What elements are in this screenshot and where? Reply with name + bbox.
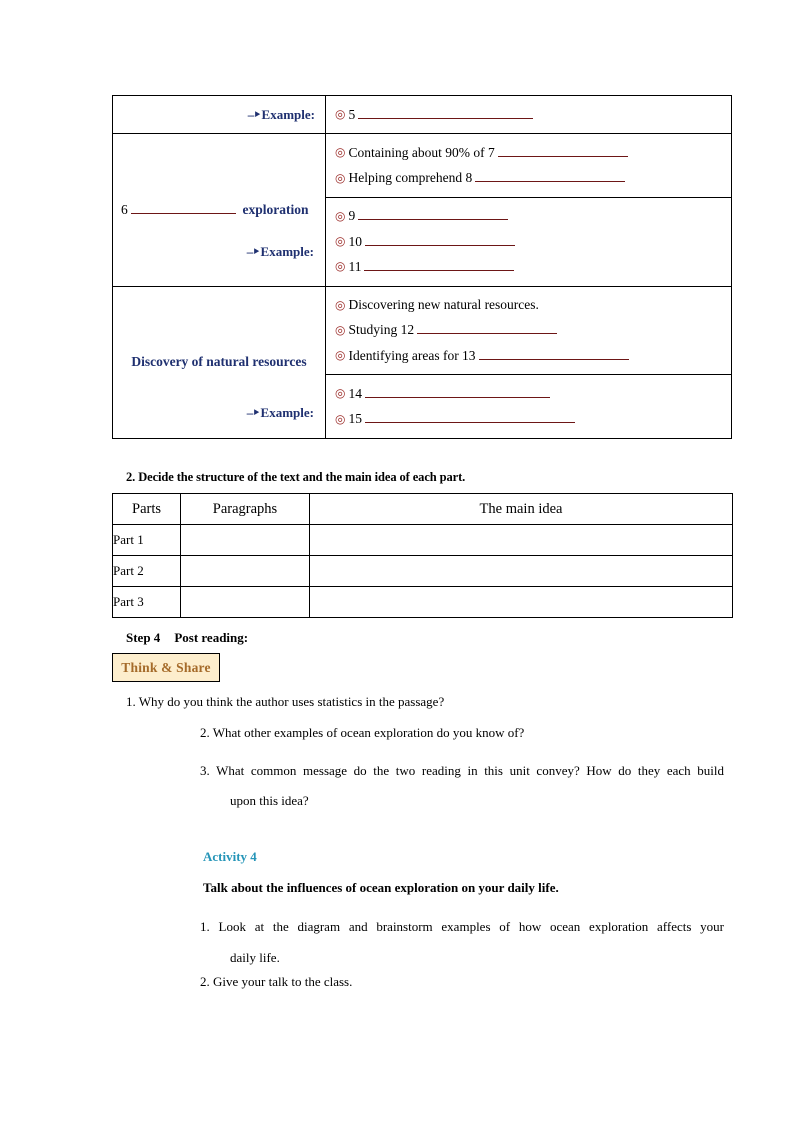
column-header-main-idea: The main idea	[310, 494, 733, 525]
example-label: Example:	[260, 405, 314, 420]
target-circle-icon: ◎	[335, 145, 346, 160]
activity-4-title: Activity 4	[203, 849, 257, 864]
main-idea-input-cell[interactable]	[310, 525, 733, 556]
bullet-group	[326, 375, 731, 438]
example-label: Example:	[261, 106, 315, 122]
think-and-share-box[interactable]	[112, 653, 220, 682]
blank-number: 10	[348, 233, 362, 249]
paragraphs-input-cell[interactable]	[181, 556, 310, 587]
fill-in-blank[interactable]	[358, 207, 508, 220]
example-marker	[247, 244, 314, 259]
bullet-item	[335, 318, 723, 343]
target-circle-icon: ◎	[335, 386, 346, 401]
blank-number: 15	[348, 411, 362, 426]
part-label: Part 3	[113, 587, 181, 618]
activity-4-item-1	[200, 911, 724, 973]
post-reading-question-3	[200, 756, 724, 816]
notes-left-cell	[113, 96, 326, 134]
category-label: Discovery of natural resources	[131, 354, 307, 370]
notes-left-cell	[113, 134, 326, 286]
fill-in-blank[interactable]	[498, 144, 628, 157]
fill-in-blank[interactable]	[364, 258, 514, 271]
fill-in-blank[interactable]	[365, 233, 515, 246]
step-title: Post reading:	[174, 630, 249, 645]
bullet-item	[335, 140, 723, 165]
bullet-text: Studying 12	[348, 322, 415, 338]
category-label: exploration	[242, 202, 309, 218]
arrow-icon: –‣	[246, 244, 260, 259]
bullet-item	[335, 407, 723, 432]
bullet-text: Discovering new natural resources.	[348, 297, 539, 312]
table-row	[113, 96, 732, 134]
fill-in-blank[interactable]	[479, 347, 629, 360]
table-header-row	[113, 494, 733, 525]
blank-number: 5	[348, 106, 356, 122]
bullet-item	[335, 254, 723, 279]
table-row	[113, 286, 732, 375]
question-line: 3. What common message do the two reading in this unit convey? How do they each build	[200, 763, 724, 778]
fill-in-blank[interactable]	[475, 169, 625, 182]
bullet-item	[335, 229, 723, 254]
fill-in-blank[interactable]	[365, 410, 575, 423]
notes-outline-table	[112, 95, 732, 439]
activity-4-heading: Talk about the influences of ocean exploration on your daily life.	[203, 880, 559, 895]
example-marker	[248, 107, 315, 122]
item-line: daily life.	[230, 950, 280, 965]
bullet-group	[326, 287, 731, 375]
bullet-item	[335, 166, 723, 191]
fill-in-blank[interactable]	[358, 106, 533, 119]
target-circle-icon: ◎	[335, 297, 346, 312]
target-circle-icon: ◎	[335, 348, 346, 362]
activity-4-item-2: 2. Give your talk to the class.	[200, 974, 353, 989]
part-label: Part 1	[113, 525, 181, 556]
bullet-group	[326, 198, 731, 286]
item-line: 1. Look at the diagram and brainstorm examples of how ocean exploration affects your	[200, 919, 724, 934]
example-label-cell	[112, 243, 324, 261]
bullet-item	[335, 204, 723, 229]
arrow-icon: –‣	[247, 106, 261, 122]
main-idea-input-cell[interactable]	[310, 587, 733, 618]
example-label: Example:	[260, 244, 314, 259]
category-label-cell	[113, 345, 325, 379]
think-and-share-label: Think & Share	[121, 659, 211, 675]
example-label-cell	[112, 404, 324, 422]
part-label: Part 2	[113, 556, 181, 587]
blank-number: 9	[348, 208, 356, 224]
blank-number: 14	[348, 385, 362, 401]
notes-right-cell	[326, 197, 732, 286]
notes-right-cell	[326, 286, 732, 375]
bullet-item	[335, 102, 723, 127]
decide-structure-heading: 2. Decide the structure of the text and the main idea of each part.	[126, 470, 466, 484]
bullet-item	[335, 381, 723, 406]
target-circle-icon: ◎	[335, 411, 346, 426]
bullet-item	[335, 293, 723, 318]
notes-right-cell	[326, 134, 732, 198]
bullet-text: Containing about 90% of 7	[348, 144, 495, 160]
bullet-group	[326, 96, 731, 133]
target-circle-icon: ◎	[335, 208, 346, 223]
example-label-cell	[113, 98, 325, 132]
target-circle-icon: ◎	[335, 234, 346, 248]
step-4-heading	[126, 630, 248, 646]
example-marker	[247, 405, 314, 420]
parts-main-idea-table	[112, 493, 733, 618]
post-reading-question-1: 1. Why do you think the author uses statistics in the passage?	[126, 694, 445, 709]
fill-in-blank[interactable]	[131, 201, 236, 214]
step-label: Step 4	[126, 630, 161, 645]
main-idea-input-cell[interactable]	[310, 556, 733, 587]
fill-in-blank[interactable]	[365, 385, 550, 398]
bullet-group	[326, 134, 731, 197]
target-circle-icon: ◎	[335, 259, 346, 274]
fill-in-blank[interactable]	[417, 321, 557, 334]
bullet-item	[335, 343, 723, 368]
question-line: upon this idea?	[230, 793, 309, 808]
bullet-text: Helping comprehend 8	[348, 170, 473, 185]
blank-number: 6	[121, 202, 128, 218]
target-circle-icon: ◎	[335, 107, 346, 121]
arrow-icon: –‣	[246, 405, 260, 420]
post-reading-question-2: 2. What other examples of ocean exploration do you know of?	[200, 725, 525, 740]
target-circle-icon: ◎	[335, 322, 346, 337]
column-header-paragraphs: Paragraphs	[181, 494, 310, 525]
target-circle-icon: ◎	[335, 170, 346, 185]
blank-label-cell	[113, 193, 325, 227]
table-row	[113, 525, 733, 556]
notes-right-cell	[326, 96, 732, 134]
paragraphs-input-cell[interactable]	[181, 525, 310, 556]
table-row	[113, 134, 732, 198]
blank-number: 11	[348, 258, 362, 274]
notes-right-cell	[326, 375, 732, 439]
table-row	[113, 556, 733, 587]
bullet-text: Identifying areas for 13	[348, 347, 476, 363]
table-row	[113, 587, 733, 618]
column-header-parts: Parts	[113, 494, 181, 525]
paragraphs-input-cell[interactable]	[181, 587, 310, 618]
